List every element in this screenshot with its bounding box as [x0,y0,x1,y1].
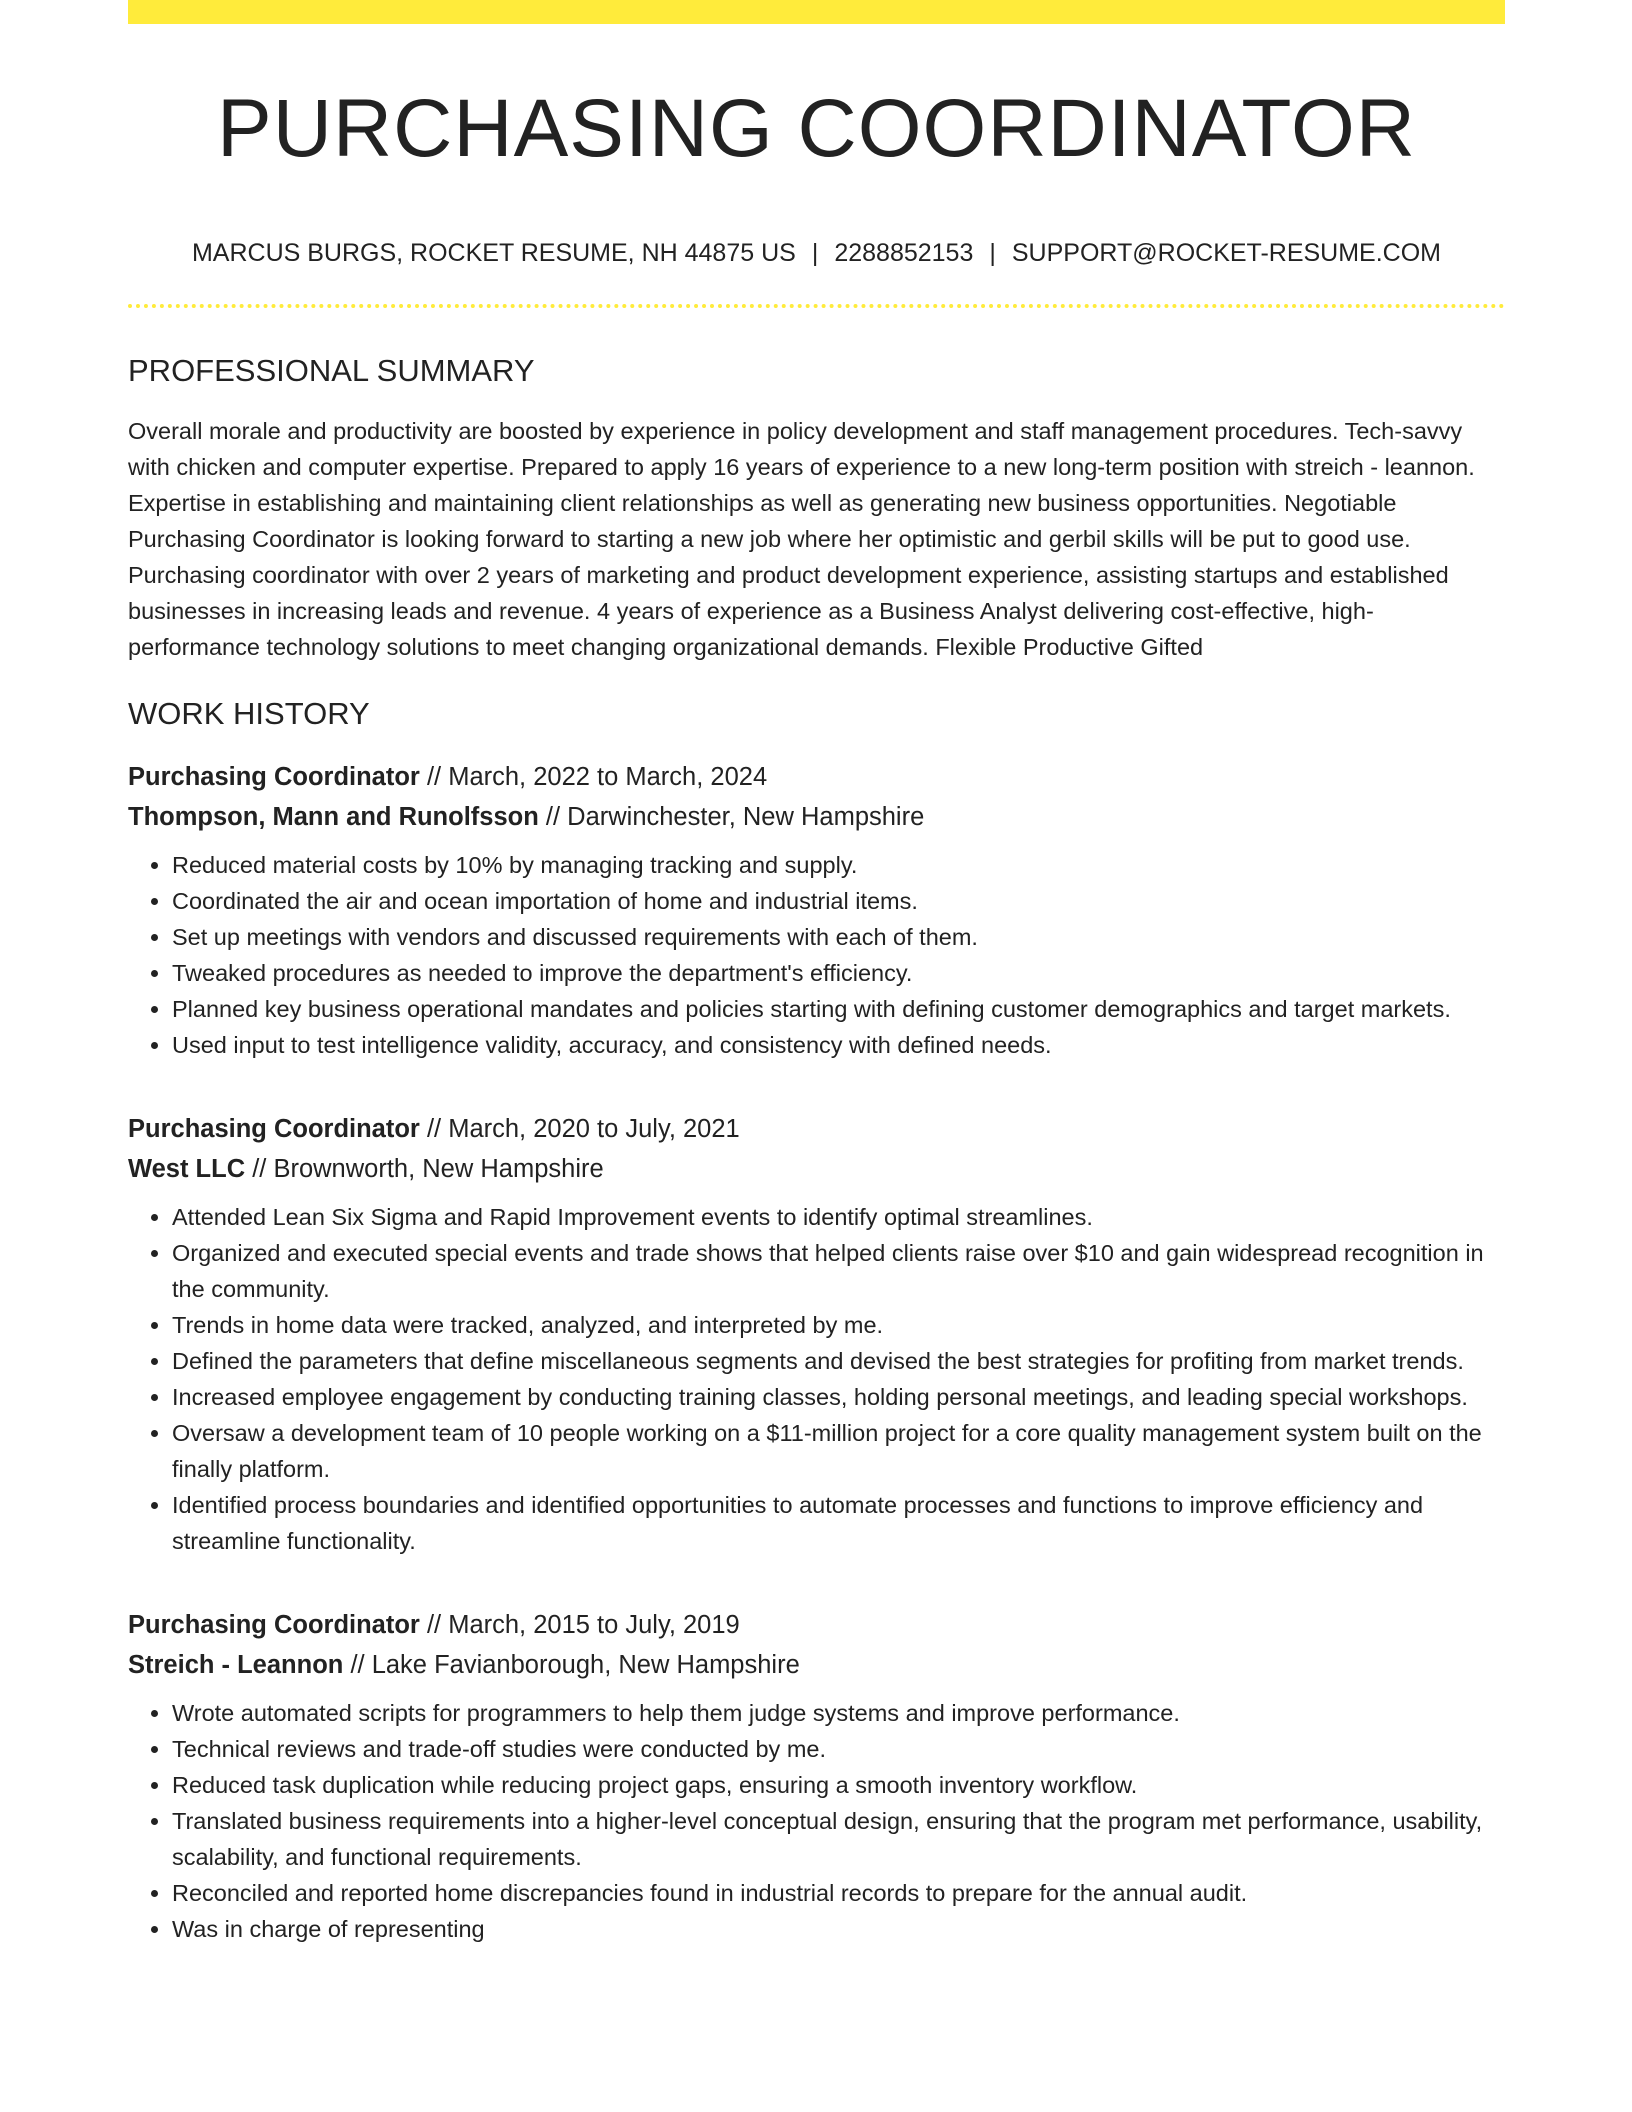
job-bullet: • Attended Lean Six Sigma and Rapid Improvement events to identify optimal streamlines. [172,1199,1505,1235]
job-company: Thompson, Mann and Runolfsson [128,802,539,831]
contact-separator: | [989,239,996,268]
job-location: // Darwinchester, New Hampshire [538,802,925,831]
job-dates: // March, 2022 to March, 2024 [419,762,768,791]
contact-address: MARCUS BURGS, ROCKET RESUME, NH 44875 US [191,239,796,268]
job-location: // Brownworth, New Hampshire [245,1154,604,1183]
job-bullet: • Trends in home data were tracked, analyzed, and interpreted by me. [172,1307,1505,1343]
job-title: Purchasing Coordinator [128,1114,420,1143]
summary-heading: PROFESSIONAL SUMMARY [128,353,535,389]
contact-phone: 2288852153 [834,239,974,268]
job-bullet: • Set up meetings with vendors and discussed requirements with each of them. [172,919,1505,955]
summary-text: Overall morale and productivity are boosted by experience in policy development and staff management procedures. Tech-savvy with chicken and computer expertise. Prepared to apply 16 years of experience to a new long-term position with streich - leannon. Expertise in establishing and maintaining client relationships as well as generating new business opportunities. Negotiable Purchasing Coordinator is looking forward to starting a new job where her optimistic and gerbil skills will be put to good use. Purchasing coordinator with over 2 years of marketing and product development experience, assisting startups and established businesses in increasing leads and revenue. 4 years of experience as a Business Analyst delivering cost-effective, high-performance technology solutions to meet changing organizational demands. Flexible Productive Gifted [128,418,1475,661]
contact-email: SUPPORT@ROCKET-RESUME.COM [1011,239,1442,268]
job-title-line [128,757,1505,797]
top-accent-bar [128,0,1505,24]
job-company-line [128,1645,1505,1685]
dotted-divider [128,304,1505,308]
job-bullet: • Translated business requirements into a higher-level conceptual design, ensuring that the program met performance, usability, scalability, and functional requirements. [172,1803,1505,1875]
job-title: Purchasing Coordinator [128,762,420,791]
job-bullet: • Reconciled and reported home discrepancies found in industrial records to prepare for the annual audit. [172,1875,1505,1911]
job-title-line [128,1109,1505,1149]
resume-title: PURCHASING COORDINATOR [217,83,1416,174]
job-company-line [128,797,1505,837]
work-history-heading: WORK HISTORY [128,696,370,732]
job-bullet-list [128,1695,1505,1947]
contact-line [128,238,1505,268]
job-bullet: • Organized and executed special events and trade shows that helped clients raise over $10 and gain widespread recognition in the community. [172,1235,1505,1307]
job-company: West LLC [128,1154,246,1183]
job-entry [128,1605,1505,1947]
job-bullet: • Tweaked procedures as needed to improve the department's efficiency. [172,955,1505,991]
job-bullet: • Increased employee engagement by conducting training classes, holding personal meetings, and leading special workshops. [172,1379,1505,1415]
job-bullet-list [128,1199,1505,1559]
job-bullet: • Was in charge of representing [172,1911,1505,1947]
job-entry [128,1109,1505,1559]
job-bullet: • Identified process boundaries and identified opportunities to automate processes and functions to improve efficiency and streamline functionality. [172,1487,1505,1559]
contact-separator: | [811,239,819,268]
job-title-line [128,1605,1505,1645]
job-bullet: • Used input to test intelligence validity, accuracy, and consistency with defined needs. [172,1027,1505,1063]
job-bullet: • Wrote automated scripts for programmers to help them judge systems and improve performance. [172,1695,1505,1731]
job-company-line [128,1149,1505,1189]
job-bullet: • Oversaw a development team of 10 people working on a $11-million project for a core quality management system built on the finally platform. [172,1415,1505,1487]
job-dates: // March, 2020 to July, 2021 [419,1114,740,1143]
job-dates: // March, 2015 to July, 2019 [419,1610,740,1639]
job-entry [128,757,1505,1063]
job-company: Streich - Leannon [128,1650,344,1679]
job-bullet: • Defined the parameters that define miscellaneous segments and devised the best strategies for profiting from market trends. [172,1343,1505,1379]
job-bullet: • Reduced task duplication while reducing project gaps, ensuring a smooth inventory workflow. [172,1767,1505,1803]
resume-page [128,0,1505,1947]
job-bullet: • Reduced material costs by 10% by managing tracking and supply. [172,847,1505,883]
job-bullet: • Planned key business operational mandates and policies starting with defining customer demographics and target markets. [172,991,1505,1027]
work-history-list [128,757,1505,1947]
job-bullet: • Technical reviews and trade-off studies were conducted by me. [172,1731,1505,1767]
job-bullet: • Coordinated the air and ocean importation of home and industrial items. [172,883,1505,919]
job-title: Purchasing Coordinator [128,1610,420,1639]
job-bullet-list [128,847,1505,1063]
job-location: // Lake Favianborough, New Hampshire [343,1650,800,1679]
